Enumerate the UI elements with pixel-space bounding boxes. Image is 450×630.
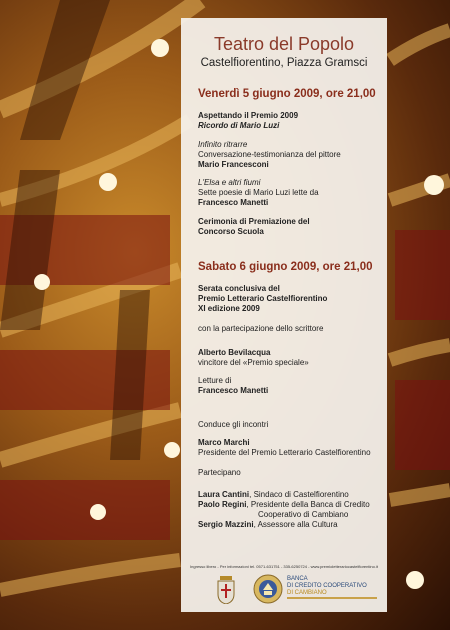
host-info: Marco Marchi Presidente del Premio Letterario Castelfiorentino — [198, 438, 371, 457]
host-label: Conduce gli incontri — [198, 420, 269, 429]
event2-item4: Letture di Francesco Manetti — [198, 376, 269, 395]
bank-divider — [287, 597, 377, 599]
participant-3: Sergio Mazzini, Assessore alla Cultura — [198, 520, 338, 529]
participant-2: Paolo Regini, Presidente della Banca di Credito — [198, 500, 370, 509]
event2-item3: Alberto Bevilacqua vincitore del «Premio speciale» — [198, 348, 309, 367]
participants-label: Partecipano — [198, 468, 241, 477]
event2-item2: con la partecipazione dello scrittore — [198, 324, 324, 333]
program-panel — [181, 18, 387, 612]
sponsor-logos — [195, 574, 375, 608]
event2-item1: Serata conclusiva del Premio Letterario Castelfiorentino XI edizione 2009 — [198, 284, 328, 313]
event2-date: Sabato 6 giugno 2009, ore 21,00 — [198, 261, 373, 273]
event1-item2: Infinito ritrarre Conversazione-testimonianza del pittore Mario Francesconi — [198, 140, 341, 169]
event1-item3: L'Elsa e altri fiumi Sette poesie di Mario Luzi lette da Francesco Manetti — [198, 178, 319, 207]
participants-list: Laura Cantini, Sindaco di Castelfiorentino Paolo Regini, Presidente della Banca di Credito Cooperativo di Cambiano Sergio Mazzini, Assessore alla Cultura — [198, 490, 384, 530]
venue-subtitle: Castelfiorentino, Piazza Gramsci — [200, 57, 368, 69]
event1-item4: Cerimonia di Premiazione del Concorso Scuola — [198, 217, 310, 236]
bank-logo-icon — [253, 574, 283, 604]
footer-info: Ingresso libero - Per informazioni tel. 0571-631751 - 335-6250724 - www.premioletterariocastelfiorentino.it — [190, 564, 378, 569]
event1-item1: Aspettando il Premio 2009 Ricordo di Mario Luzi — [198, 111, 299, 130]
page-title: Teatro del Popolo — [213, 34, 355, 54]
event1-date: Venerdì 5 giugno 2009, ore 21,00 — [198, 88, 376, 100]
participant-1: Laura Cantini, Sindaco di Castelfiorentino — [198, 490, 349, 499]
bank-name: BANCA DI CREDITO COOPERATIVO DI CAMBIANO — [287, 576, 367, 596]
municipality-crest-icon — [217, 576, 235, 604]
